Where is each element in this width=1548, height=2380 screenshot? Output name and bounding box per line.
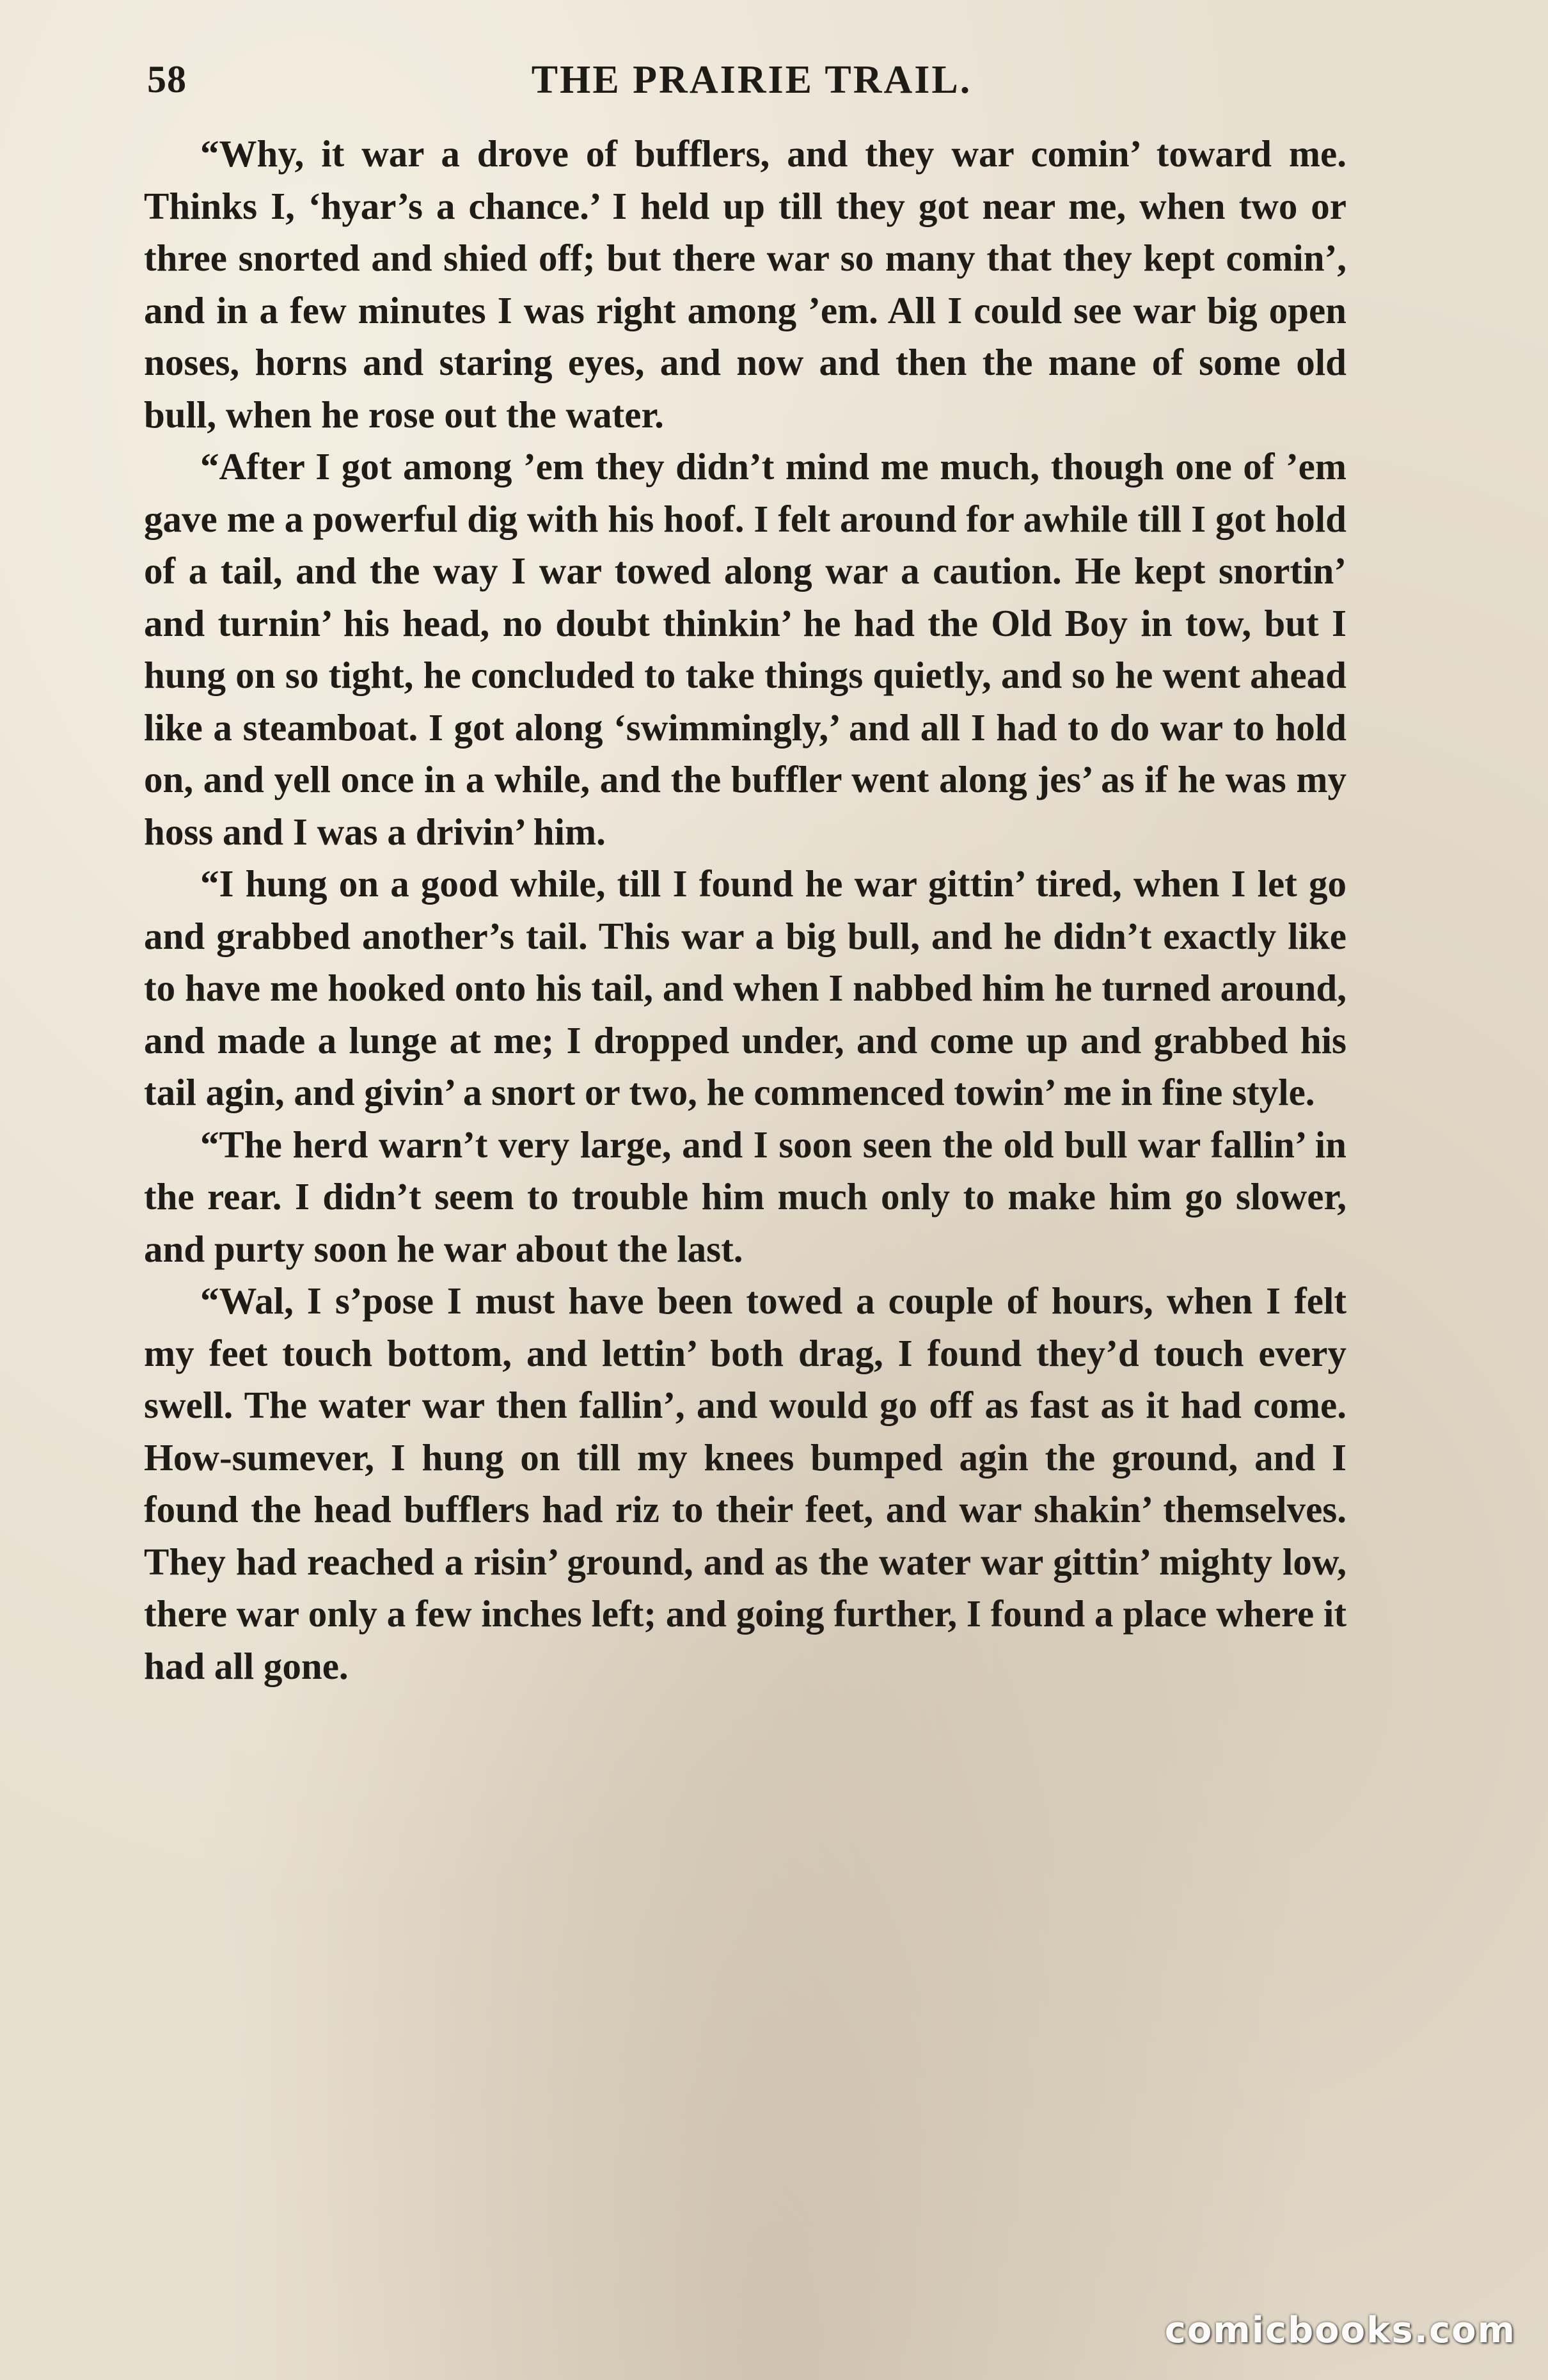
page-header <box>147 58 1356 115</box>
paragraph-1: “Why, it war a drove of bufflers, and they war comin’ toward me. Thinks I, ‘hyar’s a chance.’ I held up till they got near me, when two or three snorted and shied off; but there war so many that they kept comin’, and in a few minutes I was right among ’em. All I could see war big open noses, horns and staring eyes, and now and then the mane of some old bull, when he rose out the water. <box>144 132 1347 436</box>
running-head: THE PRAIRIE TRAIL. <box>531 58 972 102</box>
paragraph-3: “I hung on a good while, till I found he war gittin’ tired, when I let go and grabbed another’s tail. This war a big bull, and he didn’t exactly like to have me hooked onto his tail, and when I nabbed him he turned around, and made a lunge at me; I dropped under, and come up and grabbed his tail agin, and givin’ a snort or two, he commenced towin’ me in fine style. <box>144 862 1347 1113</box>
watermark: comicbooks.com <box>1164 2310 1516 2351</box>
body-text <box>144 128 1347 1692</box>
paragraph-4: “The herd warn’t very large, and I soon seen the old bull war fallin’ in the rear. I didn’t seem to trouble him much only to make him go slower, and purty soon he war about the last. <box>144 1123 1347 1270</box>
paragraph-2: “After I got among ’em they didn’t mind me much, though one of ’em gave me a powerful dig with his hoof. I felt around for awhile till I got hold of a tail, and the way I war towed along war a caution. He kept snortin’ and turnin’ his head, no doubt thinkin’ he had the Old Boy in tow, but I hung on so tight, he concluded to take things quietly, and so he went ahead like a steamboat. I got along ‘swimmingly,’ and all I had to do war to hold on, and yell once in a while, and the buffler went along jes’ as if he was my hoss and I was a drivin’ him. <box>144 445 1347 853</box>
page-number: 58 <box>147 58 187 100</box>
paragraph-5: “Wal, I s’pose I must have been towed a couple of hours, when I felt my feet touch bottom, and lettin’ both drag, I found they’d touch every swell. The water war then fallin’, and would go off as fast as it had come. How-sumever, I hung on till my knees bumped agin the ground, and I found the head bufflers had riz to their feet, and war shakin’ themselves. They had reached a risin’ ground, and as the water war gittin’ mighty low, there war only a few inches left; and going further, I found a place where it had all gone. <box>144 1280 1347 1687</box>
